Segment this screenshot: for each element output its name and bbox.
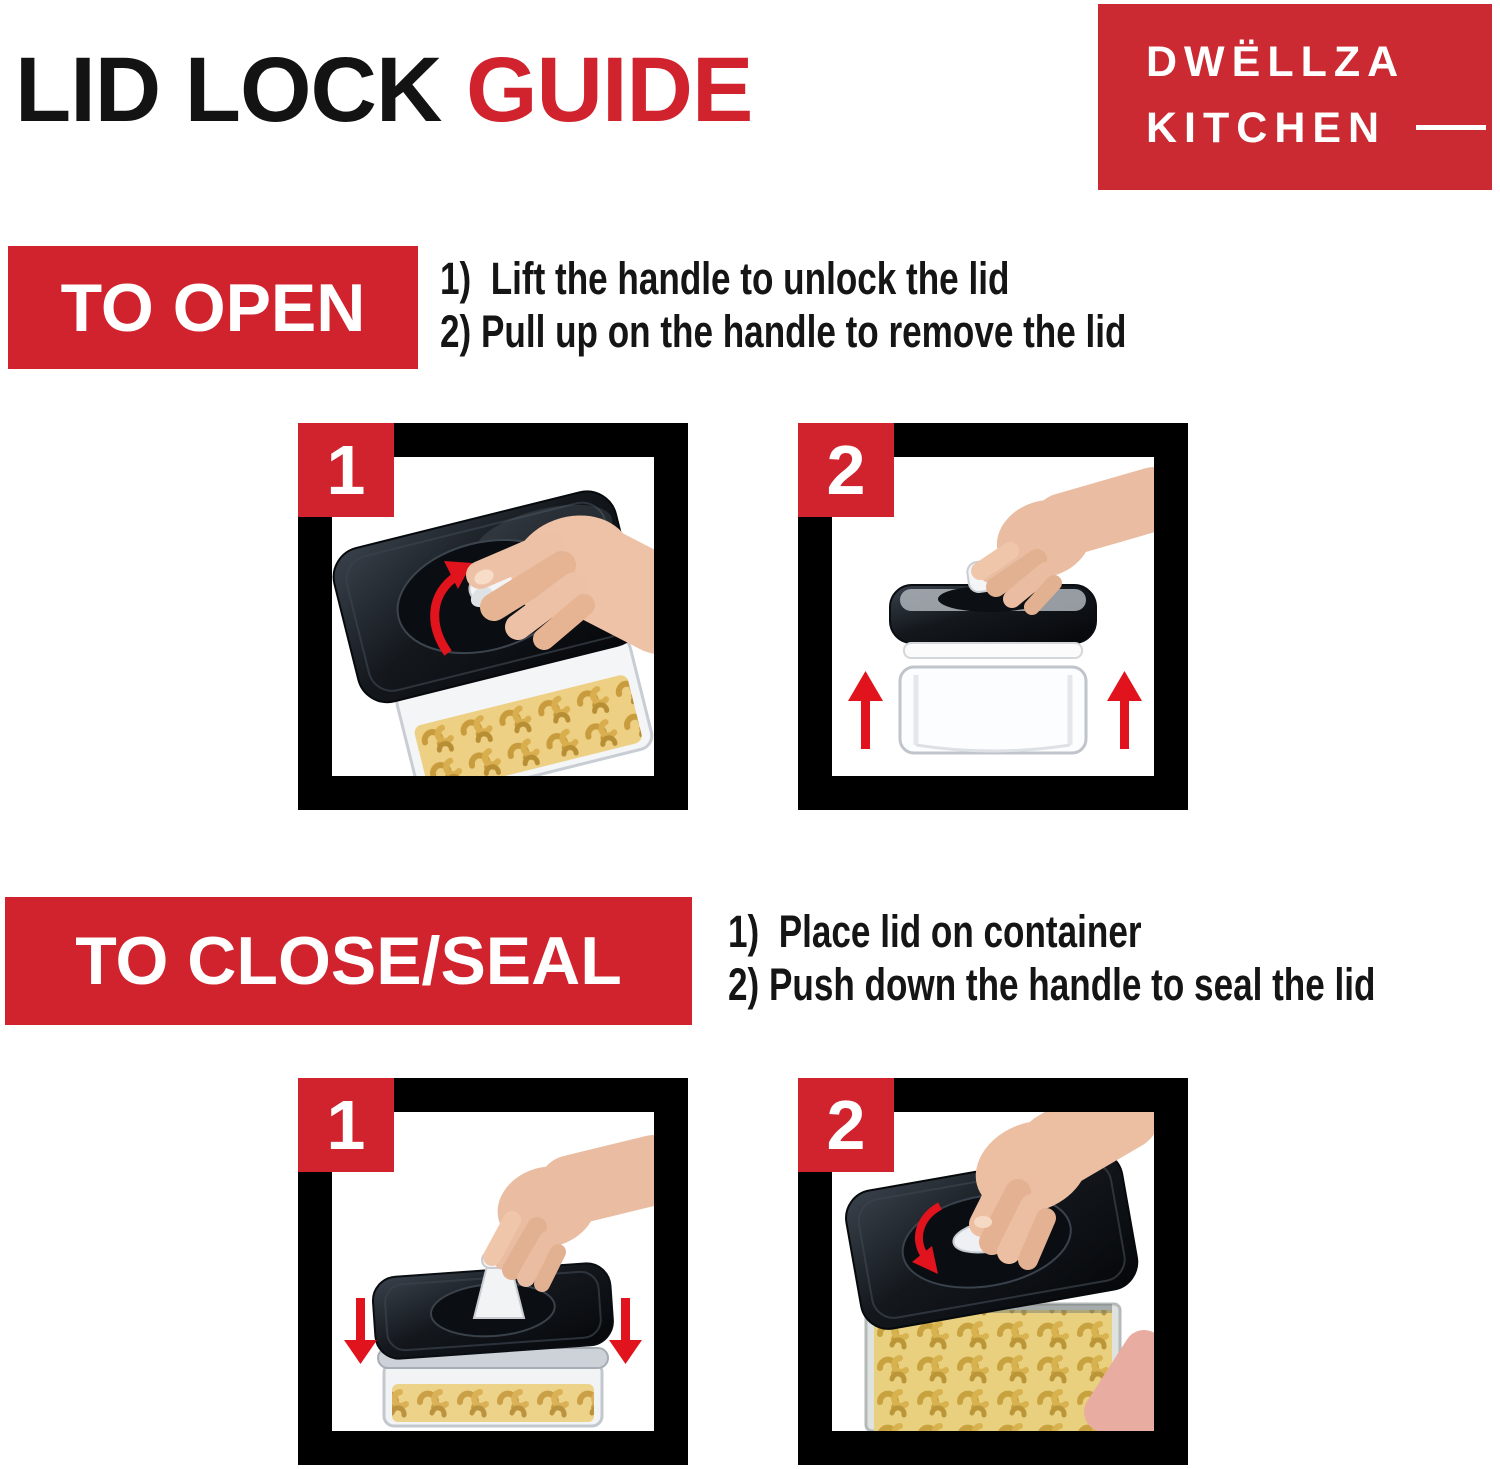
to-open-banner: TO OPEN: [8, 246, 418, 369]
to-close-steps: [728, 905, 1375, 1011]
brand-name-line1: DWËLLZA: [1146, 38, 1406, 86]
down-arrow-icon: [609, 1298, 642, 1364]
up-arrow-icon: [1107, 671, 1142, 749]
step-number-badge: 1: [298, 1078, 394, 1172]
figure-open-step2: [798, 423, 1188, 810]
figure-open-step1: [298, 423, 688, 810]
figure-close-step2: [798, 1078, 1188, 1465]
open-step-2: 2) Pull up on the handle to remove the lid: [440, 306, 1127, 357]
down-arrow-icon: [344, 1298, 377, 1364]
close-step-1: 1) Place lid on container: [728, 906, 1142, 957]
brand-logo-dash: [1416, 125, 1486, 130]
clear-container: [900, 667, 1086, 753]
page-title: [15, 39, 753, 141]
page-title-black: LID LOCK: [15, 39, 442, 141]
step-number-badge: 2: [798, 423, 894, 517]
to-open-steps: [440, 252, 1126, 358]
up-arrow-icon: [848, 671, 883, 749]
figure-close-step1: [298, 1078, 688, 1465]
open-step-1: 1) Lift the handle to unlock the lid: [440, 253, 1010, 304]
to-close-banner: TO CLOSE/SEAL: [5, 897, 692, 1025]
close-step-2: 2) Push down the handle to seal the lid: [728, 959, 1376, 1010]
container-with-pasta: [384, 1362, 602, 1426]
step-number-badge: 1: [298, 423, 394, 517]
page-title-red: GUIDE: [441, 39, 753, 141]
step-number-badge: 2: [798, 1078, 894, 1172]
brand-name-line2: KITCHEN: [1146, 104, 1387, 152]
brand-logo: [1098, 4, 1492, 190]
